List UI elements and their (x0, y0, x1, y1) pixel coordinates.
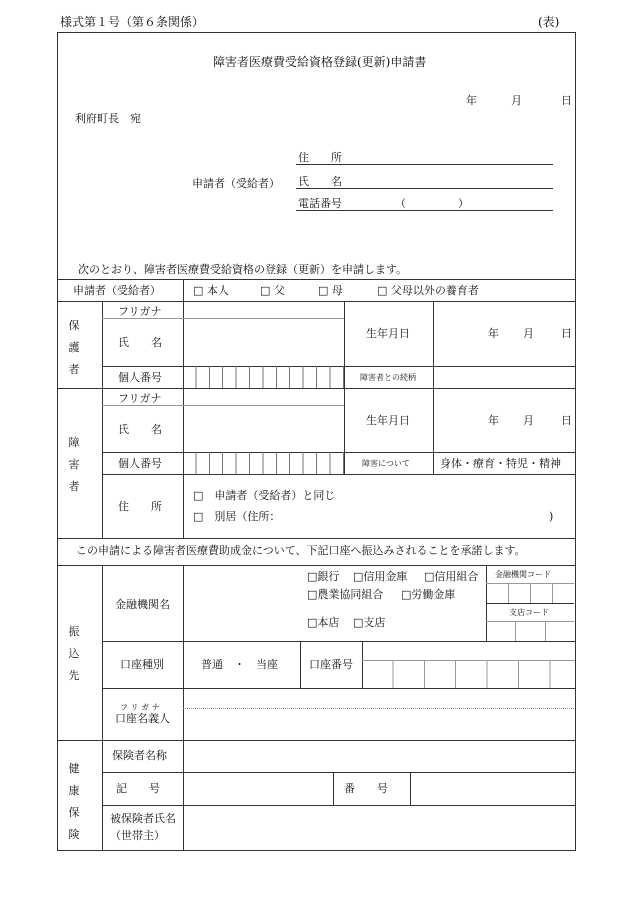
rule (102, 405, 344, 406)
account-type-options[interactable]: 普通 ・ 当座 (201, 658, 278, 671)
form-number: 様式第１号（第６条関係） (60, 15, 205, 29)
disabled-personal-no-boxes[interactable] (183, 452, 344, 474)
rule (57, 740, 575, 741)
address-close-paren: ) (549, 510, 554, 523)
rule (102, 301, 103, 388)
type-labor-bank[interactable]: □労働金庫 (401, 588, 456, 601)
rule (344, 388, 345, 474)
insurer-label: 保険者名称 (112, 749, 167, 762)
date-year-label: 年 (466, 94, 477, 107)
address-separate-option[interactable]: □ 別居（住所： (193, 510, 281, 523)
guardian-birth-day: 日 (561, 327, 572, 340)
rule (183, 708, 574, 709)
disabled-address-label: 住 所 (118, 500, 162, 513)
household-head-label: （世帯主） (110, 829, 165, 842)
guardian-birth-month: 月 (523, 327, 534, 340)
type-head-office[interactable]: □本店 (307, 616, 340, 629)
rule (102, 388, 103, 538)
date-day-label: 日 (561, 94, 572, 107)
phone-close-paren: ） (458, 197, 469, 210)
branch-code-label: 支店コード (509, 608, 549, 617)
holder-furigana-label: フ リ ガ ナ (120, 703, 160, 712)
rule (102, 772, 575, 773)
account-no-label: 口座番号 (309, 658, 353, 671)
option-self[interactable]: □ 本人 (193, 284, 229, 297)
guardian-birth-year: 年 (488, 327, 499, 340)
date-month-label: 月 (511, 94, 522, 107)
type-shinkin[interactable]: □信用金庫 (353, 570, 408, 583)
account-no-boxes[interactable] (362, 660, 575, 689)
applicant-address-line[interactable] (296, 164, 553, 165)
addressee: 利府町長 宛 (75, 112, 141, 125)
rule (102, 318, 344, 319)
applicant-address-label: 住 所 (298, 151, 342, 164)
rule (102, 474, 575, 475)
rule (486, 603, 574, 604)
rule (333, 772, 334, 805)
statement: 次のとおり、障害者医療費受給資格の登録（更新）を申請します。 (78, 263, 408, 276)
type-agri-coop[interactable]: □農業協同組合 (307, 588, 384, 601)
rule (545, 621, 546, 641)
rule (530, 583, 531, 603)
guardian-furigana-label: フリガナ (118, 305, 162, 318)
address-same-option[interactable]: □ 申請者（受給者）と同じ (193, 489, 336, 502)
type-bank[interactable]: □銀行 (307, 570, 340, 583)
rule (102, 688, 575, 689)
rule (102, 805, 575, 806)
option-other-guardian[interactable]: □ 父母以外の養育者 (377, 284, 479, 297)
disabled-name-label: 氏 名 (118, 423, 162, 436)
institution-code-label: 金融機関コード (495, 570, 551, 579)
type-credit-union[interactable]: □信用組合 (424, 570, 479, 583)
number-label: 番 号 (344, 782, 388, 795)
applicant-name-label: 氏 名 (298, 175, 342, 188)
guardian-personal-no-boxes[interactable] (183, 366, 344, 388)
disabled-furigana-label: フリガナ (118, 392, 162, 405)
rule (102, 740, 103, 850)
insured-name-label: 被保険者氏名 (110, 812, 176, 825)
rule (410, 772, 411, 805)
rule (57, 565, 575, 566)
disability-types[interactable]: 身体・療育・特児・精神 (440, 457, 561, 470)
applicant-name-line[interactable] (296, 188, 553, 189)
disabled-birth-day: 日 (561, 414, 572, 427)
rule (57, 388, 575, 389)
applicant-phone-line[interactable] (296, 210, 553, 211)
rule (300, 641, 301, 688)
rule (57, 301, 575, 302)
option-mother[interactable]: □ 母 (318, 284, 343, 297)
rule (183, 565, 184, 740)
rule (433, 388, 434, 474)
rule (508, 583, 509, 603)
disabled-birth-year: 年 (488, 414, 499, 427)
disabled-birth-month: 月 (523, 414, 534, 427)
option-father[interactable]: □ 父 (260, 284, 285, 297)
guardian-name-label: 氏 名 (118, 336, 162, 349)
rule (102, 565, 103, 740)
form-title: 障害者医療費受給資格登録(更新)申請書 (213, 55, 427, 69)
institution-label: 金融機関名 (115, 598, 170, 611)
rule (183, 740, 184, 850)
disabled-section-label: 障 害 者 (68, 436, 80, 493)
rule (552, 583, 553, 603)
applicant-label: 申請者（受給者） (192, 177, 280, 190)
holder-label: 口座名義人 (115, 712, 170, 725)
account-type-label: 口座種別 (120, 658, 164, 671)
rule (57, 538, 575, 539)
bank-section-label: 振 込 先 (68, 625, 80, 682)
guardian-section-label: 保 護 者 (68, 319, 80, 376)
disabled-personal-no-label: 個人番号 (118, 457, 162, 470)
page-side: (表) (538, 15, 560, 29)
insurance-section-label: 健 康 保 険 (68, 762, 80, 841)
rule (433, 301, 434, 388)
consent-statement: この申請による障害者医療費助成金について、下記口座へ振込みされることを承諾します。 (76, 544, 526, 557)
rule (486, 621, 574, 622)
symbol-label: 記 号 (116, 782, 160, 795)
disability-about-label: 障害について (362, 459, 410, 468)
type-branch[interactable]: □支店 (353, 616, 386, 629)
rule (102, 641, 575, 642)
applicant-row-label: 申請者（受給者） (73, 284, 161, 297)
applicant-phone-label: 電話番号 (298, 197, 342, 210)
phone-open-paren: （ (395, 197, 406, 210)
guardian-relation-label: 障害者との続柄 (360, 373, 416, 382)
rule (344, 301, 345, 388)
rule (57, 279, 575, 280)
rule (515, 621, 516, 641)
guardian-birth-label: 生年月日 (366, 327, 410, 340)
disabled-birth-label: 生年月日 (366, 414, 410, 427)
guardian-personal-no-label: 個人番号 (118, 371, 162, 384)
rule (183, 279, 184, 301)
